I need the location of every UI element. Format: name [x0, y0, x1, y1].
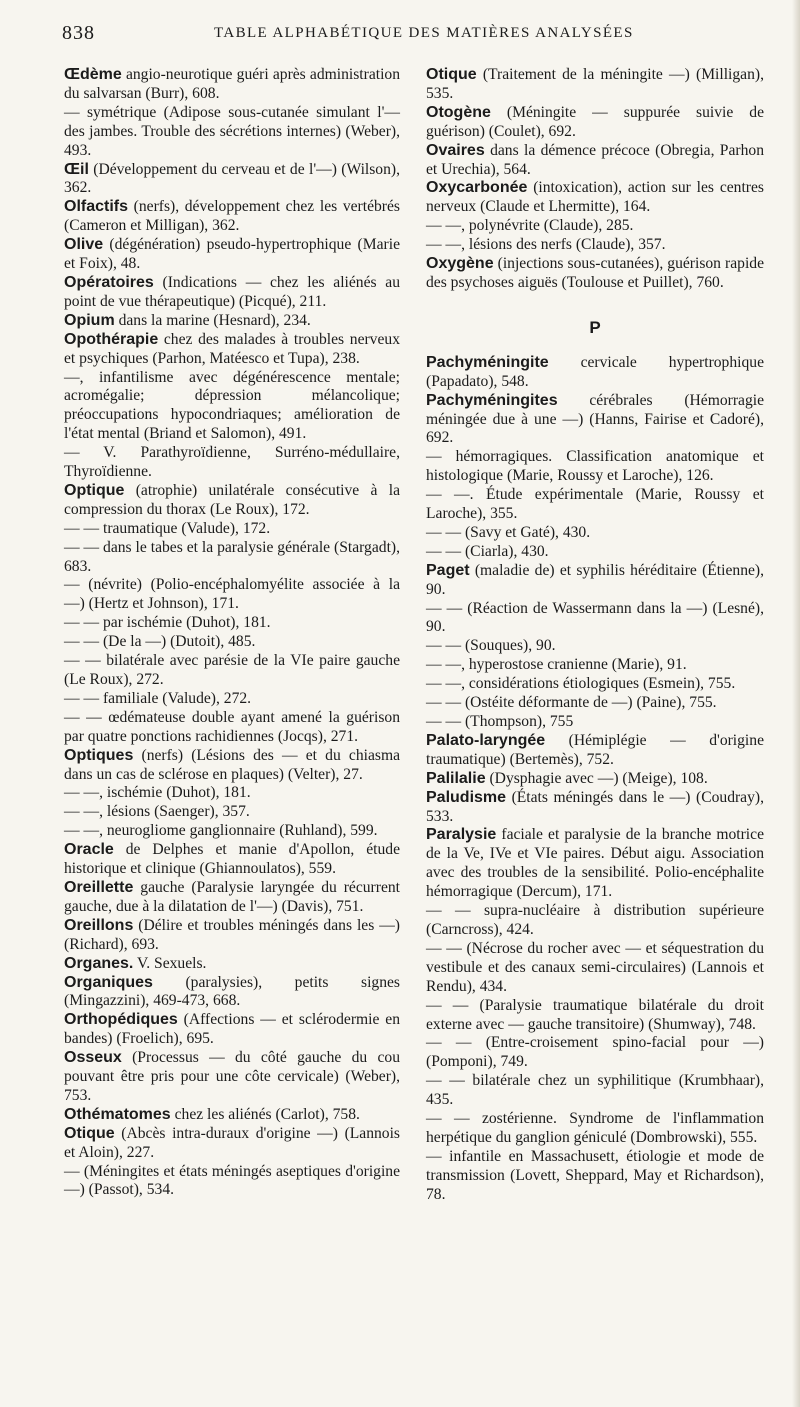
- index-entry: — —, hyperostose cranienne (Marie), 91.: [426, 656, 687, 674]
- index-entry: Olfactifs (nerfs), développement chez les vertébrés (Cameron et Milligan), 362.: [64, 198, 400, 235]
- index-entry: Oreillons (Délire et troubles méningés dans les —) (Richard), 693.: [64, 916, 400, 953]
- index-entry: — — (Savy et Gaté), 430.: [426, 523, 591, 541]
- index-entry: — (Méningites et états méningés aseptiques d'origine —) (Passot), 534.: [64, 1162, 400, 1199]
- index-entry: Paget (maladie de) et syphilis héréditaire (Étienne), 90.: [426, 561, 764, 598]
- index-entry: — — bilatérale chez un syphilitique (Krumbhaar), 435.: [426, 1072, 764, 1109]
- index-entry: Œil (Développement du cerveau et de l'—) (Wilson), 362.: [64, 160, 400, 197]
- index-entry: — — (Souques), 90.: [426, 637, 556, 655]
- index-entry: Oracle de Delphes et manie d'Apollon, étude historique et clinique (Ghiannoulatos), 559.: [64, 841, 400, 878]
- index-entry: Otique (Traitement de la méningite —) (Milligan), 535.: [426, 66, 764, 102]
- index-entry: — — (Ostéite déformante de —) (Paine), 755.: [426, 694, 717, 712]
- index-entry: — — zostérienne. Syndrome de l'inflammation herpétique du ganglion géniculé (Dombrowski), 555.: [426, 1110, 764, 1146]
- index-entry: — — (Ciarla), 430.: [426, 542, 549, 560]
- index-entry: Organiques (paralysies), petits signes (Mingazzini), 469-473, 668.: [64, 973, 400, 1010]
- index-entry: —, infantilisme avec dégénérescence mentale; acromégalie; dépression mélancolique; préoccupations hypocondriaques; amélioration de l'état mental (Briand et Salomon), 491.: [64, 368, 400, 443]
- index-entry: Palilalie (Dysphagie avec —) (Meige), 108.: [426, 769, 708, 787]
- index-entry: — —, lésions des nerfs (Claude), 357.: [426, 236, 666, 254]
- index-entry: Osseux (Processus — du côté gauche du cou pouvant être pris pour une côte cervicale) (Weber), 753.: [64, 1049, 400, 1104]
- index-entry: Pachyméningites cérébrales (Hémorragie méningée due à une —) (Hanns, Fairise et Cadoré), 692.: [426, 391, 764, 447]
- index-entry: Palato-laryngée (Hémiplégie — d'origine traumatique) (Bertemès), 752.: [426, 731, 764, 768]
- index-entry: — — traumatique (Valude), 172.: [64, 519, 271, 537]
- index-entry: — — (De la —) (Dutoit), 485.: [64, 633, 256, 651]
- index-entry: Pachyméningite cervicale hypertrophique (Papadato), 548.: [426, 353, 764, 390]
- index-entry: Opothérapie chez des malades à troubles nerveux et psychiques (Parhon, Matéesco et Tupa), 238.: [64, 330, 400, 367]
- index-entry: — — (Entre-croisement spino-facial pour —) (Pomponi), 749.: [426, 1034, 764, 1071]
- index-entry: — V. Parathyroïdienne, Surréno-médullaire, Thyroïdienne.: [64, 444, 400, 481]
- index-entry: — —, considérations étiologiques (Esmein), 755.: [426, 675, 736, 693]
- index-entry: Paralysie faciale et paralysie de la branche motrice de la Ve, IVe et VIe paires. Début aigu. Association avec des troubles de la sensibilité. Polio-encéphalite hémorragique (Dercum), 171.: [426, 826, 764, 901]
- index-entry: — (névrite) (Polio-encéphalomyélite associée à la —) (Hertz et Johnson), 171.: [64, 576, 400, 613]
- index-entry: — — œdémateuse double ayant amené la guérison par quatre ponctions rachidiennes (Jocqs), 271.: [64, 708, 400, 745]
- index-entry: Ovaires dans la démence précoce (Obregia, Parhon et Urechia), 564.: [426, 141, 764, 178]
- index-entry: Optiques (nerfs) (Lésions des — et du chiasma dans un cas de sclérose en plaques) (Velter), 27.: [64, 746, 400, 783]
- scan-edge-shadow: [792, 0, 800, 1407]
- index-entry: Oreillette gauche (Paralysie laryngée du récurrent gauche, due à la dilatation de l'—) (Davis), 751.: [64, 878, 400, 915]
- index-entry: Oxycarbonée (intoxication), action sur les centres nerveux (Claude et Lhermitte), 164.: [426, 179, 764, 216]
- index-entry: — — supra-nucléaire à distribution supérieure (Carncross), 424.: [426, 902, 764, 938]
- index-entry: — — dans le tabes et la paralysie générale (Stargadt), 683.: [64, 538, 400, 575]
- index-entry: — —, ischémie (Duhot), 181.: [64, 784, 251, 802]
- index-entry: Opératoires (Indications — chez les aliénés au point de vue thérapeutique) (Picqué), 211.: [64, 273, 400, 310]
- left-column: [64, 66, 400, 1200]
- index-entry: — —, lésions (Saenger), 357.: [64, 803, 250, 821]
- index-entry: Orthopédiques (Affections — et sclérodermie en bandes) (Froelich), 695.: [64, 1011, 400, 1048]
- index-entry: Œdème angio-neurotique guéri après administration du salvarsan (Burr), 608.: [64, 66, 400, 102]
- index-entry: Paludisme (États méningés dans le —) (Coudray), 533.: [426, 788, 764, 825]
- index-entry: — — (Thompson), 755: [426, 713, 574, 730]
- index-entry: — symétrique (Adipose sous-cutanée simulant l'— des jambes. Trouble des sécrétions internes) (Weber), 493.: [64, 103, 400, 159]
- index-entry: Otique (Abcès intra-duraux d'origine —) (Lannois et Aloin), 227.: [64, 1124, 400, 1161]
- index-entry: Oxygène (injections sous-cutanées), guérison rapide des psychoses aiguës (Toulouse et Puillet), 760.: [426, 255, 764, 291]
- index-entry: — — (Réaction de Wassermann dans la —) (Lesné), 90.: [426, 599, 764, 636]
- index-entry: — hémorragiques. Classification anatomique et histologique (Marie, Roussy et Laroche), 126.: [426, 448, 764, 485]
- index-entry: Optique (atrophie) unilatérale consécutive à la compression du thorax (Le Roux), 172.: [64, 481, 400, 518]
- index-entry: — — par ischémie (Duhot), 181.: [64, 614, 271, 632]
- index-entry: — —, neurogliome ganglionnaire (Ruhland), 599.: [64, 822, 378, 840]
- running-title: TABLE ALPHABÉTIQUE DES MATIÈRES ANALYSÉES: [214, 25, 634, 41]
- index-entry: — infantile en Massachusett, étiologie et mode de transmission (Lovett, Sheppard, May et Richardson), 78.: [426, 1147, 764, 1203]
- index-entry: — —. Étude expérimentale (Marie, Roussy et Laroche), 355.: [426, 486, 764, 523]
- index-entry: Othématomes chez les aliénés (Carlot), 758.: [64, 1105, 360, 1123]
- index-entry: Otogène (Méningite — suppurée suivie de guérison) (Coulet), 692.: [426, 103, 764, 140]
- section-letter-p: P: [589, 317, 601, 337]
- index-entry: — —, polynévrite (Claude), 285.: [426, 217, 634, 235]
- index-entry: Olive (dégénération) pseudo-hypertrophique (Marie et Foix), 48.: [64, 236, 400, 273]
- page-header: [62, 22, 758, 46]
- index-entry: — — (Nécrose du rocher avec — et séquestration du vestibule et des canaux semi-circulaires) (Lannois et Rendu), 434.: [426, 939, 764, 995]
- index-entry: — — (Paralysie traumatique bilatérale du droit externe avec — gauche transitoire) (Shumway), 748.: [426, 996, 764, 1033]
- index-entry: Organes. V. Sexuels.: [64, 954, 207, 972]
- index-entry: Opium dans la marine (Hesnard), 234.: [64, 311, 311, 329]
- page-number: 838: [62, 22, 95, 44]
- right-column: [426, 66, 764, 1205]
- index-entry: — — bilatérale avec parésie de la VIe paire gauche (Le Roux), 272.: [64, 652, 400, 688]
- index-entry: — — familiale (Valude), 272.: [64, 689, 252, 707]
